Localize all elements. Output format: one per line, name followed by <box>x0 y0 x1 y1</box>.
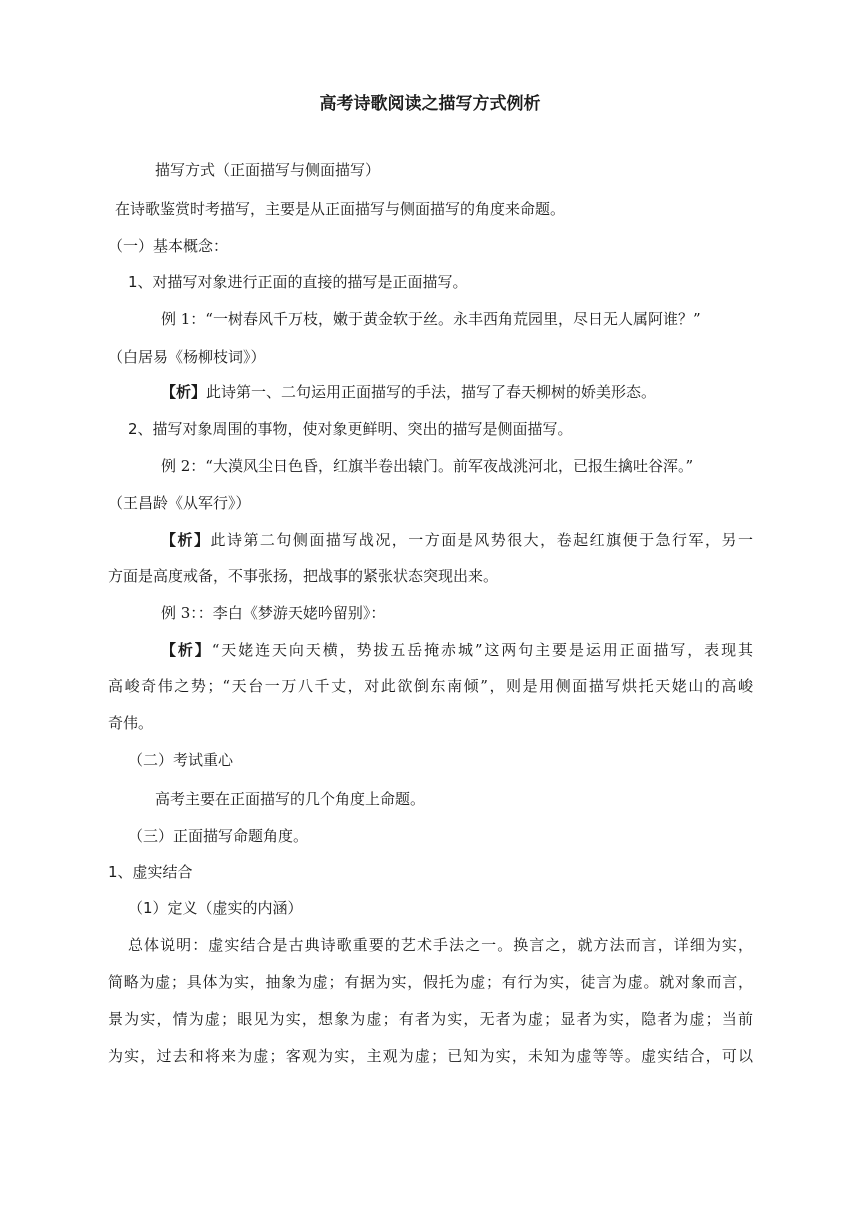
example-2-source: （王昌龄《从军行》） <box>108 494 251 512</box>
body-line-2: 简略为虚；具体为实，抽象为虚；有据为实，假托为虚；有行为实，徒言为虚。就对象而言， <box>108 973 753 991</box>
analysis-3-line-3: 奇伟。 <box>108 714 154 732</box>
analysis-tag: 【析】 <box>161 383 207 401</box>
analysis-tag: 【析】 <box>161 641 212 659</box>
analysis-2-line-2: 方面是高度戒备，不事张扬，把战事的紧张状态突现出来。 <box>108 567 499 585</box>
intro-paragraph: 在诗歌鉴赏时考描写，主要是从正面描写与侧面描写的角度来命题。 <box>115 200 566 218</box>
concept-indirect-description: 2、描写对象周围的事物，使对象更鲜明、突出的描写是侧面描写。 <box>128 420 573 438</box>
analysis-3-line-1: 【析】“天姥连天向天横，势拔五岳掩赤城”这两句主要是运用正面描写，表现其 <box>161 641 753 659</box>
concept-direct-description: 1、对描写对象进行正面的直接的描写是正面描写。 <box>128 273 468 291</box>
section-heading-question-angles: （三）正面描写命题角度。 <box>128 827 309 845</box>
section-heading-basic-concepts: （一）基本概念： <box>108 237 229 255</box>
section-heading-exam-focus: （二）考试重心 <box>128 751 234 769</box>
subtitle: 描写方式（正面描写与侧面描写） <box>155 161 381 179</box>
example-2-poem: 例 2：“大漠风尘日色昏，红旗半卷出辕门。前军夜战洮河北，已报生擒吐谷浑。” <box>161 457 694 475</box>
analysis-2-line-1: 【析】此诗第二句侧面描写战况，一方面是风势很大，卷起红旗便于急行军，另一 <box>161 531 753 549</box>
analysis-3-line-2: 高峻奇伟之势；“天台一万八千丈，对此欲倒东南倾”，则是用侧面描写烘托天姥山的高峻 <box>108 677 753 695</box>
exam-focus-text: 高考主要在正面描写的几个角度上命题。 <box>155 790 426 808</box>
analysis-tag: 【析】 <box>161 531 211 549</box>
body-line-1: 总体说明：虚实结合是古典诗歌重要的艺术手法之一。换言之，就方法而言，详细为实， <box>128 936 753 954</box>
analysis-1 <box>161 382 656 402</box>
document-title: 高考诗歌阅读之描写方式例析 <box>319 94 541 114</box>
example-3: 例 3：：李白《梦游天姥吟留别》： <box>161 604 386 622</box>
analysis-1-text: 此诗第一、二句运用正面描写的手法，描写了春天柳树的娇美形态。 <box>206 383 657 401</box>
point-1-heading: 1、虚实结合 <box>108 863 193 881</box>
example-1-source: （白居易《杨柳枝词》） <box>108 348 266 366</box>
example-3-poem-title: 《梦游天姥吟留别》： <box>242 604 386 622</box>
body-line-3: 景为实，情为虚；眼见为实，想象为虚；有者为实，无者为虚；显者为实，隐者为虚；当前 <box>108 1010 753 1028</box>
body-line-4: 为实，过去和将来为虚；客观为实，主观为虚；已知为实，未知为虚等等。虚实结合，可以 <box>108 1047 753 1065</box>
example-1-poem: 例 1：“一树春风千万枝，嫩于黄金软于丝。永丰西角荒园里，尽日无人属阿谁？” <box>161 310 701 328</box>
point-1-subheading: （1）定义（虚实的内涵） <box>128 899 303 917</box>
